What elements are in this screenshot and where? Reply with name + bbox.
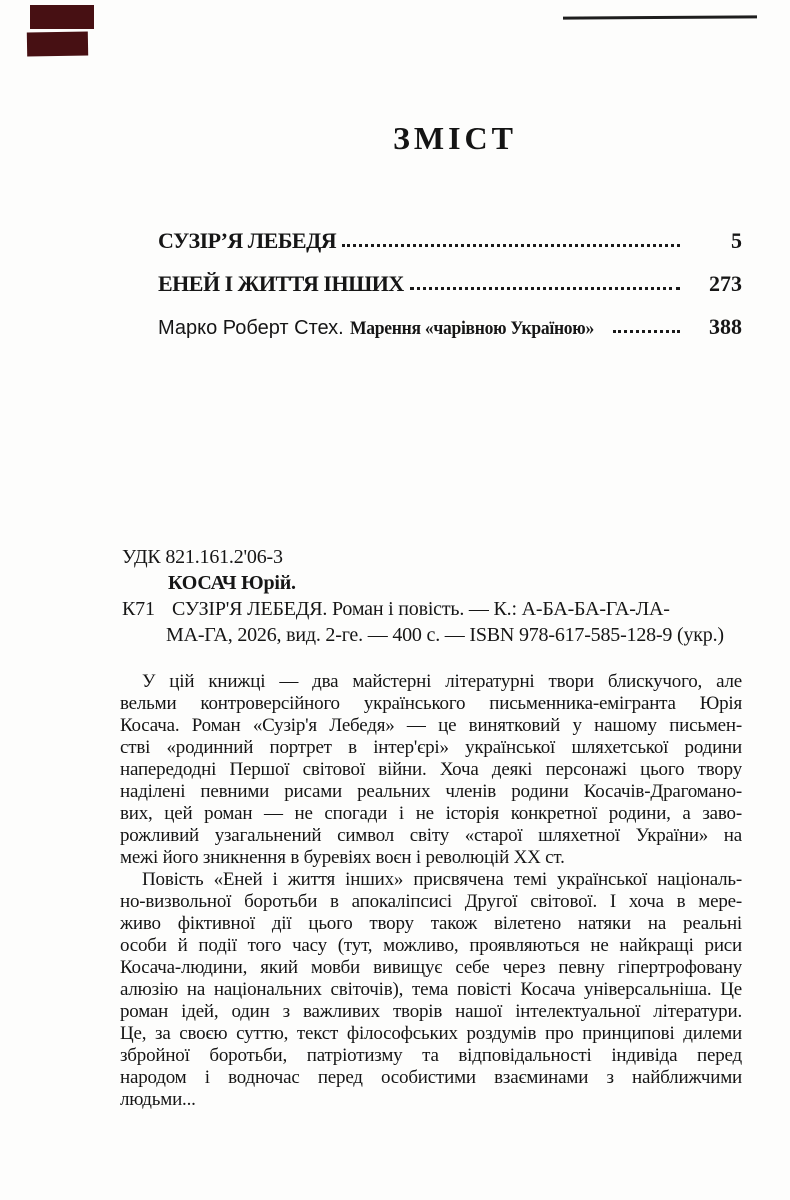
annotation-block bbox=[120, 671, 742, 1111]
toc-page-number: 388 bbox=[709, 314, 742, 339]
text-line: збройної боротьби, патріотизму та відповідальності індивіда перед bbox=[120, 1045, 742, 1066]
isbn-line: МА-ГА, 2026, вид. 2-ге. — 400 с. — ISBN 978-617-585-128-9 (укр.) bbox=[166, 624, 724, 646]
text-line: У цій книжці — два майстерні літературні твори блискучого, але bbox=[142, 671, 742, 692]
text-line: особи й події того часу (тут, можливо, проявляються не найкращі риси bbox=[120, 935, 742, 956]
text-line: Косача. Роман «Сузір'я Лебедя» — це винятковий у нашому письмен- bbox=[120, 715, 742, 736]
author-line: КОСАЧ Юрій. bbox=[168, 572, 296, 594]
text-line: но-визвольної боротьби в апокаліпсисі Другої світової. І хоча в мере- bbox=[120, 891, 742, 912]
text-line: вельми контроверсійного українського письменника-емігранта Юрія bbox=[120, 693, 742, 714]
text-line: Це, за своєю суттю, текст філософських роздумів про принципові дилеми bbox=[120, 1023, 742, 1044]
toc-entry-author: Марко Роберт Стех. bbox=[158, 317, 344, 339]
toc-leader-dots bbox=[342, 244, 680, 247]
text-line: алюзію на національних світочів), тема повісті Косача універсальніша. Це bbox=[120, 979, 742, 1000]
toc-entry bbox=[158, 228, 742, 252]
text-line: стві «родинний портрет в інтер'єрі» української шляхетської родини bbox=[120, 737, 742, 758]
text-line: живо фіктивної дії цього твору також вілетено натяки на реальні bbox=[120, 913, 742, 934]
text-line: Повість «Еней і життя інших» присвячена темі української національ- bbox=[142, 869, 742, 890]
redaction-stamp-mark-1 bbox=[30, 5, 94, 29]
toc-entry bbox=[158, 271, 742, 295]
text-line: межі його зникнення в буревіях воєн і революцій ХХ ст. bbox=[120, 847, 565, 868]
toc-entry bbox=[158, 314, 742, 338]
table-of-contents bbox=[158, 228, 742, 357]
text-line: Косача-людини, який мовби вивищує себе через певну гіпертрофовану bbox=[120, 957, 742, 978]
udk-line: УДК 821.161.2'06-3 bbox=[122, 546, 283, 568]
annotation-paragraph-1 bbox=[120, 671, 742, 869]
toc-page-number: 5 bbox=[731, 228, 742, 253]
text-line: рожливий узагальнений символ світу «старої шляхетної України» на bbox=[120, 825, 742, 846]
toc-leader-dots bbox=[410, 287, 680, 290]
text-line: вих, цей роман — не спогади і не історія конкретної родини, а заво- bbox=[120, 803, 742, 824]
page-title: ЗМІСТ bbox=[393, 120, 517, 156]
toc-entry-title: СУЗІР’Я ЛЕБЕДЯ bbox=[158, 228, 337, 253]
toc-page-number: 273 bbox=[709, 271, 742, 296]
text-line: роман ідей, один з важливих творів нашої інтелектуальної літератури. bbox=[120, 1001, 742, 1022]
catalog-entry-line bbox=[122, 596, 744, 622]
text-line: наділені певними рисами реальних членів родини Косачів-Драгомано- bbox=[120, 781, 742, 802]
text-line: напередодні Першої світової війни. Хоча деякі персонажі цього твору bbox=[120, 759, 742, 780]
pen-line-mark bbox=[563, 15, 757, 19]
toc-entry-title: Марення «чарівною Україною» bbox=[349, 319, 594, 339]
toc-leader-dots bbox=[613, 330, 680, 333]
annotation-paragraph-2 bbox=[120, 869, 742, 1111]
catalog-title-line: СУЗІР'Я ЛЕБЕДЯ. Роман і повість. — К.: А-БА-БА-ГА-ЛА- bbox=[172, 598, 670, 620]
text-line: народом і водночас перед особистими взаєминами з найближчими bbox=[120, 1067, 742, 1088]
imprint-block bbox=[122, 544, 744, 648]
toc-entry-title: ЕНЕЙ І ЖИТТЯ ІНШИХ bbox=[158, 271, 404, 296]
text-line: людьми... bbox=[120, 1089, 196, 1110]
redaction-stamp-mark-2 bbox=[27, 31, 88, 56]
catalog-code: К71 bbox=[122, 598, 155, 620]
